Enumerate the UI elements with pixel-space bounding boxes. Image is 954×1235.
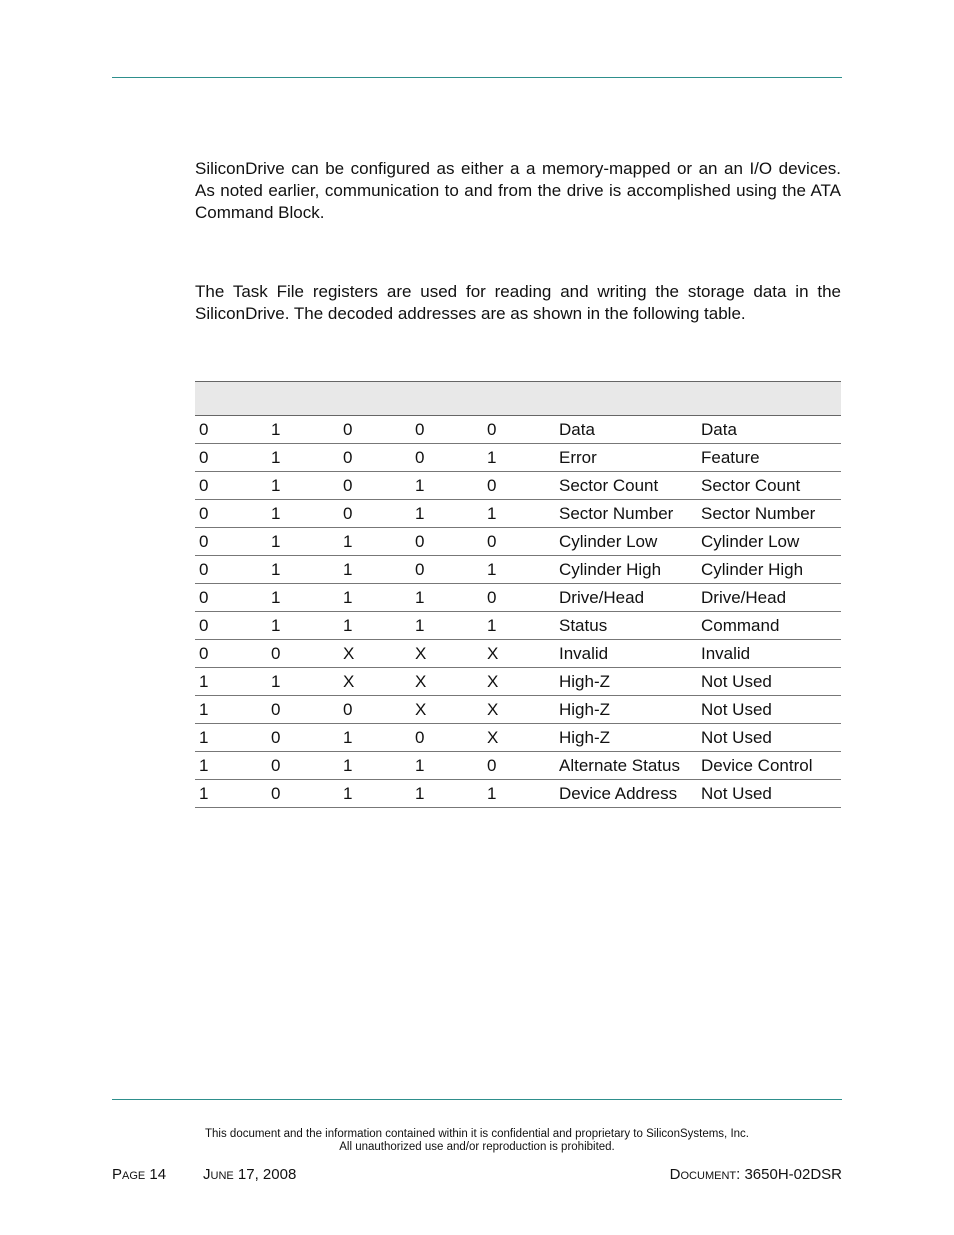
table-cell: High-Z xyxy=(555,724,697,752)
table-cell: 1 xyxy=(267,584,339,612)
table-cell: 0 xyxy=(339,416,411,444)
header-rule xyxy=(112,77,842,78)
table-cell: 0 xyxy=(339,696,411,724)
table-cell: 0 xyxy=(483,528,555,556)
table-cell: 0 xyxy=(339,472,411,500)
table-cell: 0 xyxy=(483,752,555,780)
table-cell: 1 xyxy=(195,724,267,752)
table-cell: Alternate Status xyxy=(555,752,697,780)
table-cell: 1 xyxy=(483,500,555,528)
task-file-paragraph: The Task File registers are used for reading and writing the storage data in the SiliconDrive. The decoded addresses are as shown in the following table. xyxy=(195,282,841,323)
table-cell: 0 xyxy=(267,752,339,780)
confidentiality-notice xyxy=(112,1128,842,1154)
table-cell: 0 xyxy=(339,444,411,472)
table-row xyxy=(195,696,841,724)
table-cell: 1 xyxy=(411,612,483,640)
table-cell: 1 xyxy=(483,556,555,584)
table-cell: 0 xyxy=(267,696,339,724)
table-cell: 1 xyxy=(411,780,483,808)
table-cell: Invalid xyxy=(555,640,697,668)
table-cell: 0 xyxy=(195,472,267,500)
table-cell: Data xyxy=(697,416,841,444)
table-cell: Status xyxy=(555,612,697,640)
table-cell: 1 xyxy=(267,556,339,584)
table-row xyxy=(195,472,841,500)
table-cell: High-Z xyxy=(555,668,697,696)
table-cell: Drive/Head xyxy=(555,584,697,612)
intro-paragraph: SiliconDrive can be configured as either a a memory-mapped or an an I/O devices. As noted earlier, communication to and from the drive is accomplished using the ATA Command Block. xyxy=(195,159,841,222)
table-cell: Not Used xyxy=(697,696,841,724)
table-cell: 0 xyxy=(195,584,267,612)
table-cell: 0 xyxy=(267,724,339,752)
table-cell: 1 xyxy=(339,556,411,584)
table-cell: 1 xyxy=(267,500,339,528)
table-cell: 1 xyxy=(411,752,483,780)
table-cell: Not Used xyxy=(697,780,841,808)
table-cell: X xyxy=(483,724,555,752)
table-cell: Sector Number xyxy=(697,500,841,528)
table-cell: 1 xyxy=(195,696,267,724)
table-cell: 0 xyxy=(483,416,555,444)
table-cell: Error xyxy=(555,444,697,472)
table-cell: 1 xyxy=(339,724,411,752)
table-cell: 0 xyxy=(195,528,267,556)
table-cell: 1 xyxy=(483,780,555,808)
table-cell: 0 xyxy=(411,416,483,444)
table-cell: 0 xyxy=(195,416,267,444)
table-cell: X xyxy=(411,640,483,668)
footer-rule xyxy=(112,1099,842,1100)
table-row xyxy=(195,584,841,612)
table-cell: 1 xyxy=(339,752,411,780)
table-cell: 1 xyxy=(267,472,339,500)
table-cell: 0 xyxy=(483,584,555,612)
table-cell: Cylinder Low xyxy=(555,528,697,556)
page-number: Page 14 xyxy=(112,1166,167,1183)
table-cell: 0 xyxy=(267,780,339,808)
table-cell: 0 xyxy=(195,444,267,472)
table-cell: 1 xyxy=(267,444,339,472)
table-cell: 1 xyxy=(267,612,339,640)
table-cell: Not Used xyxy=(697,668,841,696)
table-cell: Command xyxy=(697,612,841,640)
table-cell: 1 xyxy=(195,668,267,696)
table-cell: Not Used xyxy=(697,724,841,752)
table-cell: 1 xyxy=(339,780,411,808)
table-row xyxy=(195,752,841,780)
table-row xyxy=(195,556,841,584)
table-cell: Invalid xyxy=(697,640,841,668)
table-cell: 0 xyxy=(411,528,483,556)
table-cell: X xyxy=(483,668,555,696)
table-cell: 0 xyxy=(267,640,339,668)
table-cell: 1 xyxy=(267,528,339,556)
table-cell: Drive/Head xyxy=(697,584,841,612)
table-row xyxy=(195,612,841,640)
table-cell: 1 xyxy=(483,612,555,640)
table-cell: 0 xyxy=(411,444,483,472)
table-cell: X xyxy=(339,668,411,696)
table-cell: 0 xyxy=(411,556,483,584)
table-cell: 0 xyxy=(195,500,267,528)
table-cell: 0 xyxy=(195,556,267,584)
table-cell: Cylinder Low xyxy=(697,528,841,556)
table-cell: X xyxy=(411,696,483,724)
table-cell: 1 xyxy=(267,668,339,696)
table-cell: Feature xyxy=(697,444,841,472)
document-date: June 17, 2008 xyxy=(203,1166,297,1183)
table-cell: Device Control xyxy=(697,752,841,780)
table-row xyxy=(195,500,841,528)
table-cell: 1 xyxy=(339,528,411,556)
table-cell: 1 xyxy=(411,472,483,500)
table-cell: Data xyxy=(555,416,697,444)
register-table-body xyxy=(195,416,841,808)
table-row xyxy=(195,780,841,808)
table-cell: Sector Count xyxy=(697,472,841,500)
table-cell: X xyxy=(483,696,555,724)
table-cell: 1 xyxy=(195,752,267,780)
table-row xyxy=(195,724,841,752)
table-row xyxy=(195,640,841,668)
table-cell: 0 xyxy=(195,640,267,668)
table-cell: Sector Count xyxy=(555,472,697,500)
table-row xyxy=(195,668,841,696)
table-cell: 1 xyxy=(339,584,411,612)
register-table xyxy=(195,381,841,808)
table-cell: 1 xyxy=(411,584,483,612)
table-cell: 0 xyxy=(195,612,267,640)
table-cell: X xyxy=(411,668,483,696)
table-row xyxy=(195,444,841,472)
table-cell: 1 xyxy=(267,416,339,444)
table-cell: High-Z xyxy=(555,696,697,724)
table-row xyxy=(195,528,841,556)
table-cell: 1 xyxy=(195,780,267,808)
table-cell: Sector Number xyxy=(555,500,697,528)
table-cell: 0 xyxy=(411,724,483,752)
notice-line-2: All unauthorized use and/or reproduction is prohibited. xyxy=(339,1141,615,1153)
table-cell: 1 xyxy=(339,612,411,640)
table-cell: 1 xyxy=(411,500,483,528)
table-cell: 0 xyxy=(483,472,555,500)
table-cell: Device Address xyxy=(555,780,697,808)
table-cell: Cylinder High xyxy=(555,556,697,584)
table-cell: 1 xyxy=(483,444,555,472)
table-header-row xyxy=(195,382,841,416)
table-cell: X xyxy=(339,640,411,668)
table-row xyxy=(195,416,841,444)
notice-line-1: This document and the information contained within it is confidential and proprietary to SiliconSystems, Inc. xyxy=(205,1128,749,1140)
document-number: Document: 3650H-02DSR xyxy=(669,1166,842,1183)
table-cell: X xyxy=(483,640,555,668)
table-cell: 0 xyxy=(339,500,411,528)
table-cell: Cylinder High xyxy=(697,556,841,584)
